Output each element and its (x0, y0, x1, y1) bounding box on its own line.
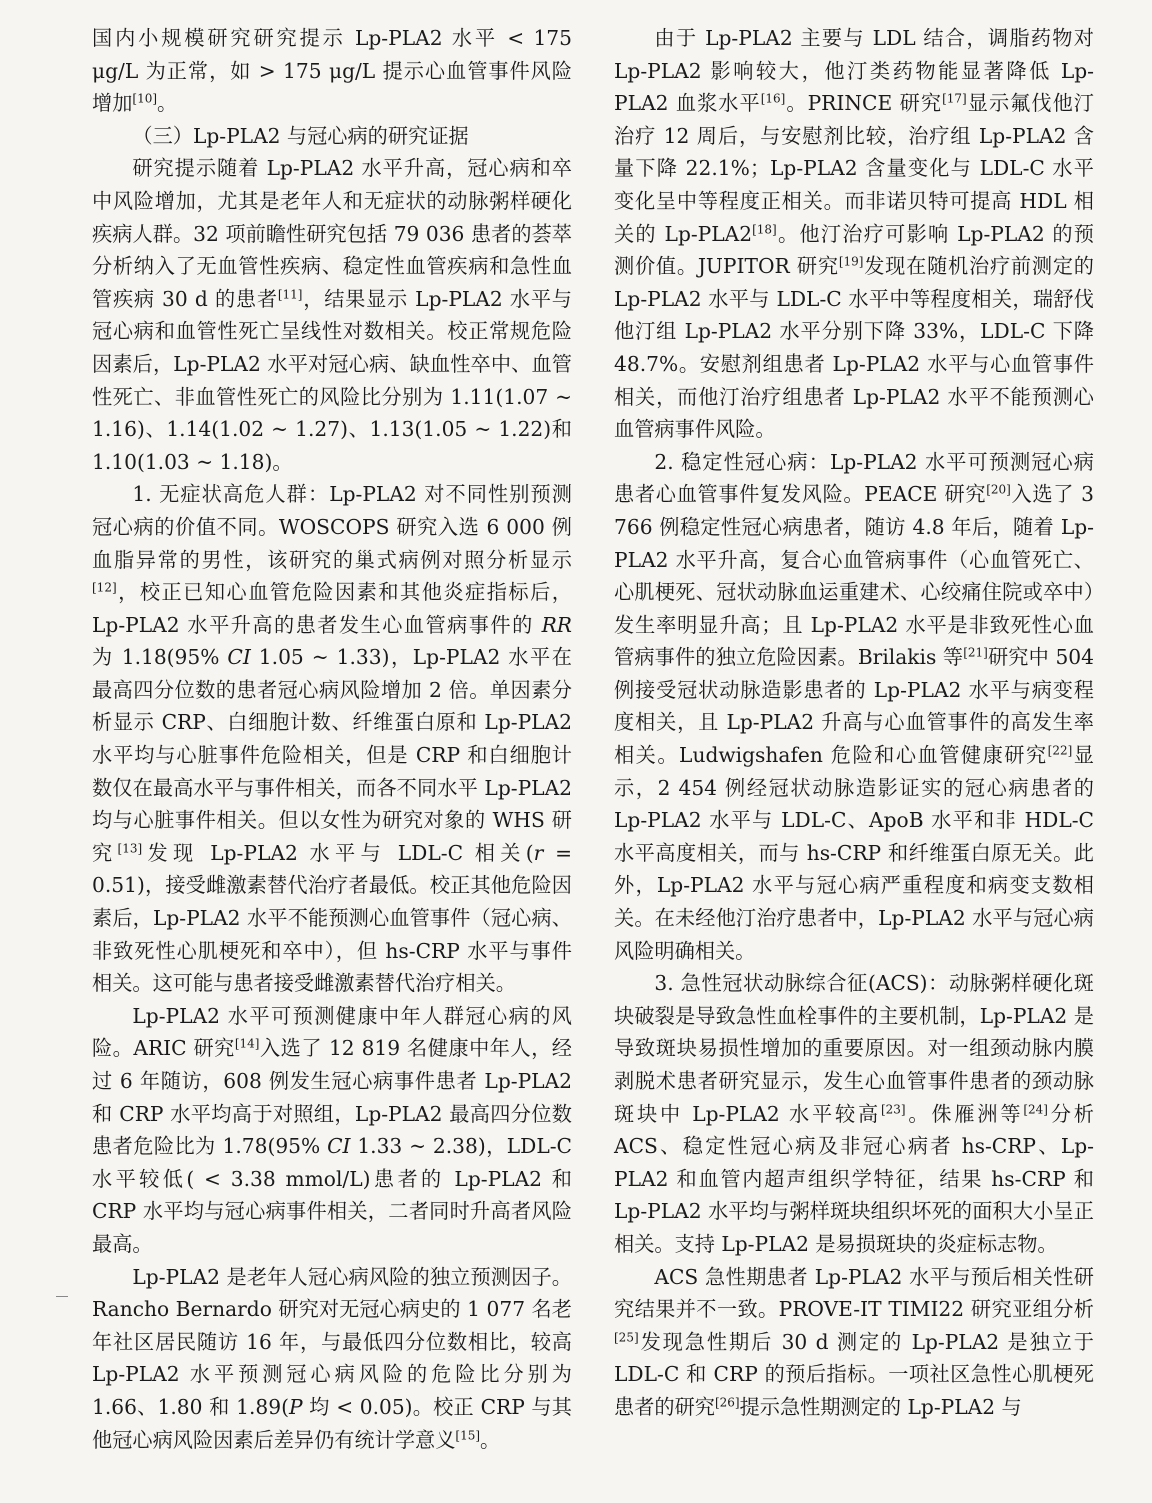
margin-mark (56, 1296, 68, 1297)
text: 分析 ACS、稳定性冠心病及非冠心病者 hs-CRP、Lp-PLA2 和血管内超声组织学特征，结果 hs-CRP 和 Lp-PLA2 水平均与粥样斑块组织坏死的面积大小呈正相关。支持 Lp-PLA2 是易损斑块的炎症标志物。 (614, 1101, 1094, 1256)
text: ，结果显示 Lp-PLA2 水平与冠心病和血管性死亡呈线性对数相关。校正常规危险因素后，Lp-PLA2 水平对冠心病、缺血性卒中、血管性死亡、非血管性死亡的风险比分别为 1.11(1.07 ~ 1.16)、1.14(1.02 ~ 1.27)、1.13(1.05 ~ 1.22)和 1.10(1.03 ~ 1.18)。 (92, 286, 572, 474)
citation: [23] (880, 1101, 906, 1116)
text: 。侏雁洲等 (905, 1101, 1024, 1126)
text: 入选了 3 766 例稳定性冠心病患者，随访 4.8 年后，随着 Lp-PLA2 水平升高，复合心血管病事件（心血管死亡、心肌梗死、冠状动脉血运重建术、心绞痛住院或卒中）发生率明显升高；且 Lp-PLA2 水平是非致死性心血管病事件的独立危险因素。Brilakis 等 (614, 482, 1095, 670)
paragraph (614, 967, 1094, 1260)
italic-text: r (533, 840, 544, 865)
citation: [14] (234, 1036, 260, 1051)
text: 。他汀治疗可影响 Lp-PLA2 的预测价值。JUPITOR 研究 (614, 221, 1094, 279)
italic-text: CI (227, 645, 251, 670)
text: 显示氟伐他汀治疗 12 周后，与安慰剂比较，治疗组 Lp-PLA2 含量下降 22.1%；Lp-PLA2 含量变化与 LDL-C 水平变化呈中等程度正相关。而非诺贝特可提高 HDL 相关的 Lp-PLA2 (614, 91, 1094, 246)
text: 显示，2 454 例经冠状动脉造影证实的冠心病患者的 Lp-PLA2 水平与 LDL-C、ApoB 水平和非 HDL-C 水平高度相关，而与 hs-CRP 和纤维蛋白原无关。此外，Lp-PLA2 水平与冠心病严重程度和病变支数相关。在未经他汀治疗患者中，Lp-PLA2 水平与冠心病风险明确相关。 (614, 743, 1094, 963)
paragraph (92, 1261, 572, 1457)
text: 发现在随机治疗前测定的 Lp-PLA2 水平与 LDL-C 水平中等程度相关，瑞舒伐他汀组 Lp-PLA2 水平分别下降 33%，LDL-C 下降 48.7%。安慰剂组患者 Lp-PLA2 水平与心血管事件相关，而他汀治疗组患者 Lp-PLA2 水平不能预测心血管病事件风险。 (614, 254, 1094, 442)
text: 研究中 504 例接受冠状动脉造影患者的 Lp-PLA2 水平与病变程度相关，且 Lp-PLA2 升高与心血管事件的高发生率相关。Ludwigshafen 危险和心血管健康研究 (614, 645, 1094, 768)
paragraph (92, 152, 572, 478)
text: 入选了 12 819 名健康中年人，经过 6 年随访，608 例发生冠心病事件患者 Lp-PLA2 和 CRP 水平均高于对照组，Lp-PLA2 最高四分位数患者危险比为 1.78(95% (92, 1036, 572, 1159)
text: 1.05 ~ 1.33)，Lp-PLA2 水平在最高四分位数的患者冠心病风险增加 2 倍。单因素分析显示 CRP、白细胞计数、纤维蛋白原和 Lp-PLA2 水平均与心脏事件危险相关，但是 CRP 和白细胞计数仅在最高水平与事件相关，而各不同水平 Lp-PLA2 均与心脏事件相关。但以女性为研究对象的 WHS 研究 (92, 645, 572, 865)
citation: [12] (92, 580, 117, 595)
text: 发现 Lp-PLA2 水平与 LDL-C 相关( (142, 840, 534, 865)
text: 发现急性期后 30 d 测定的 Lp-PLA2 是独立于 LDL-C 和 CRP 的预后指标。一项社区急性心肌梗死患者的研究 (614, 1329, 1094, 1419)
text: Lp-PLA2 是老年人冠心病风险的独立预测因子。Rancho Bernardo 研究对无冠心病史的 1 077 名老年社区居民随访 16 年，与最低四分位数相比，较高 Lp-PLA2 水平预测冠心病风险的危险比分别为 1.66、1.80 和 1.89( (92, 1264, 572, 1419)
paragraph-continued (92, 22, 572, 120)
citation: [18] (752, 221, 777, 236)
paragraph (614, 446, 1094, 968)
text: 国内小规模研究研究提示 Lp-PLA2 水平 < 175 μg/L 为正常，如 > 175 μg/L 提示心血管事件风险增加 (92, 26, 572, 116)
text: 研究提示随着 Lp-PLA2 水平升高，冠心病和卒中风险增加，尤其是老年人和无症状的动脉粥样硬化疾病人群。32 项前瞻性研究包括 79 036 患者的荟萃分析纳入了无血管性疾病、稳定性血管疾病和急性血管疾病 30 d 的患者 (92, 156, 572, 311)
citation: [15] (455, 1427, 481, 1442)
italic-text: RR (541, 612, 572, 637)
right-column (614, 22, 1094, 1424)
citation: [17] (942, 91, 967, 106)
text: 。 (480, 1427, 501, 1452)
text: 1.33 ~ 2.38)，LDL-C 水平较低( < 3.38 mmol/L)患者的 Lp-PLA2 和 CRP 水平均与冠心病事件相关，二者同时升高者风险最高。 (92, 1134, 572, 1256)
text: 3. 急性冠状动脉综合征(ACS)：动脉粥样硬化斑块破裂是导致急性血栓事件的主要机制，Lp-PLA2 是导致斑块易损性增加的重要原因。对一组颈动脉内膜剥脱术患者研究显示，发生心血管事件患者的颈动脉斑块中 Lp-PLA2 水平较高 (614, 971, 1094, 1126)
left-column (92, 22, 572, 1456)
citation: [20] (986, 482, 1011, 497)
text: 为 1.18(95% (92, 645, 228, 670)
text: 由于 Lp-PLA2 主要与 LDL 结合，调脂药物对 Lp-PLA2 影响较大，他汀类药物能显著降低 Lp-PLA2 血浆水平 (614, 26, 1094, 116)
citation: [21] (963, 645, 988, 660)
citation: [25] (614, 1330, 639, 1345)
text: ，校正已知心血管危险因素和其他炎症指标后，Lp-PLA2 水平升高的患者发生心血管病事件的 (92, 580, 572, 637)
citation: [19] (838, 254, 864, 269)
text: = 0.51)，接受雌激素替代治疗者最低。校正其他危险因素后，Lp-PLA2 水平不能预测心血管事件（冠心病、非致死性心肌梗死和卒中），但 hs-CRP 水平与事件相关。这可能与患者接受雌激素替代治疗相关。 (92, 840, 572, 996)
citation: [22] (1047, 743, 1073, 758)
citation: [24] (1023, 1101, 1048, 1116)
citation: [13] (117, 841, 143, 856)
section-heading: （三）Lp-PLA2 与冠心病的研究证据 (132, 123, 469, 148)
citation: [16] (760, 91, 786, 106)
text: 。PRINCE 研究 (785, 91, 943, 116)
text: 2. 稳定性冠心病：Lp-PLA2 水平可预测冠心病患者心血管事件复发风险。PEACE 研究 (614, 449, 1094, 507)
italic-text: CI (327, 1134, 351, 1159)
paragraph (92, 478, 572, 1000)
citation: [10] (132, 91, 158, 106)
paragraph (92, 1000, 572, 1261)
text: 均 < 0.05)。校正 CRP 与其他冠心病风险因素后差异仍有统计学意义 (92, 1394, 572, 1452)
text: ACS 急性期患者 Lp-PLA2 水平与预后相关性研究结果并不一致。PROVE-IT TIMI22 研究亚组分析 (614, 1264, 1094, 1322)
text: Lp-PLA2 水平可预测健康中年人群冠心病的风险。ARIC 研究 (92, 1003, 572, 1061)
text: 1. 无症状高危人群：Lp-PLA2 对不同性别预测冠心病的价值不同。WOSCOPS 研究入选 6 000 例血脂异常的男性，该研究的巢式病例对照分析显示 (92, 482, 572, 572)
italic-text: P (288, 1394, 303, 1419)
citation: [11] (277, 287, 303, 302)
paragraph (614, 22, 1094, 446)
citation: [26] (714, 1395, 740, 1410)
paragraph (614, 1261, 1094, 1424)
text: 提示急性期测定的 Lp-PLA2 与 (739, 1394, 1022, 1419)
text: 。 (157, 91, 178, 116)
